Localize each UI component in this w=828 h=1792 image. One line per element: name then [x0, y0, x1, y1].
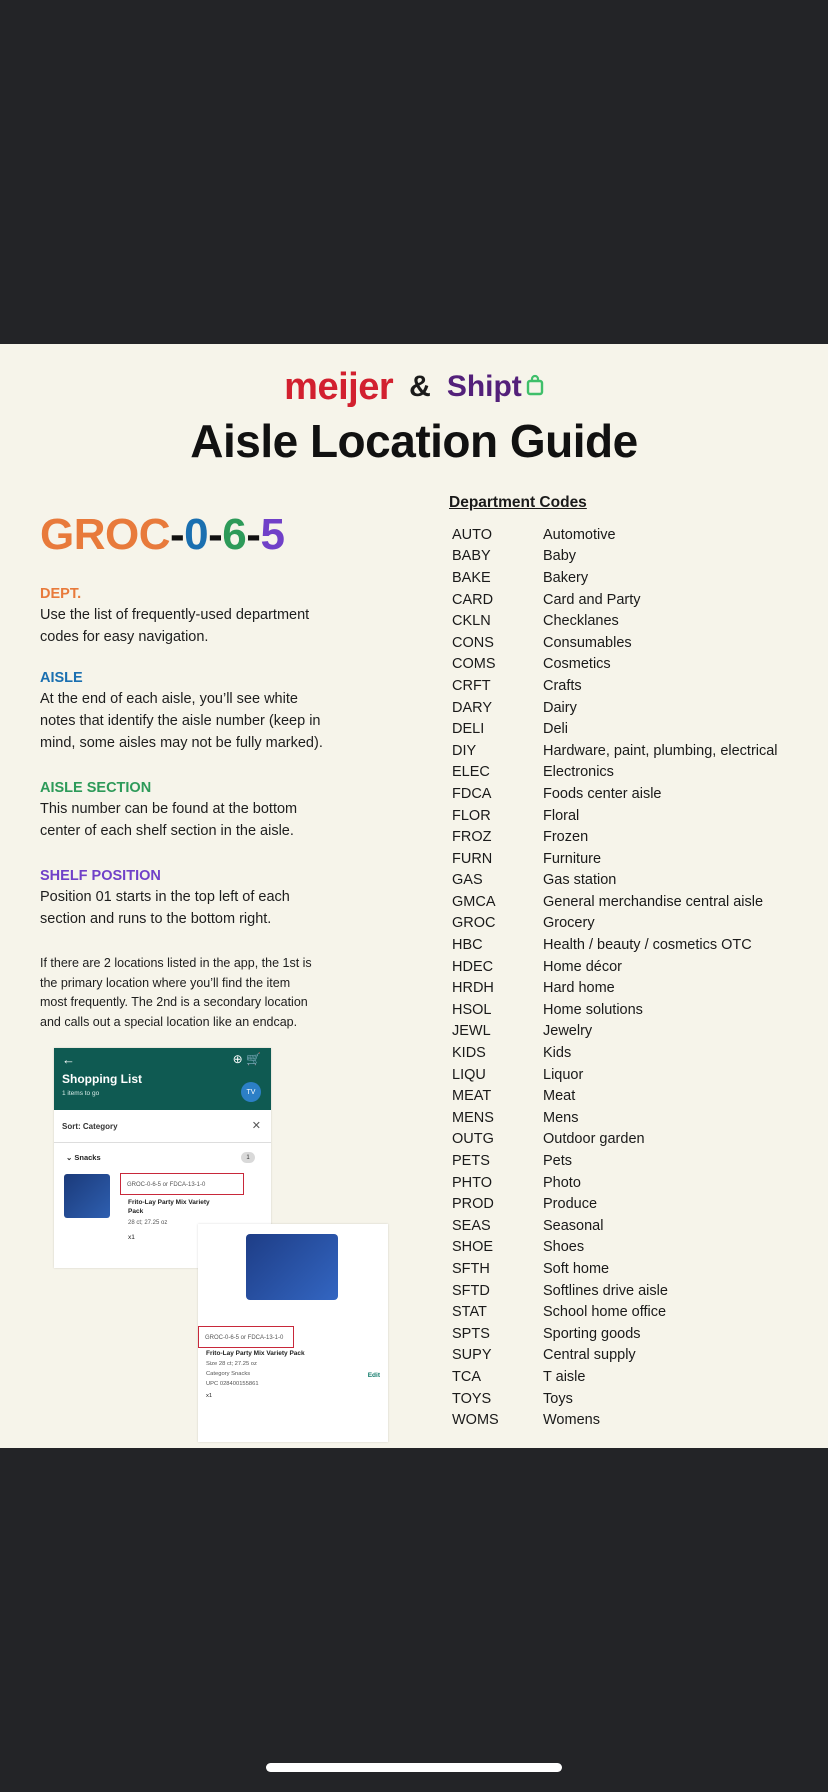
shopping-list-header [54, 1048, 271, 1110]
department-code: ELEC [452, 764, 490, 781]
code-shelf: 5 [260, 510, 285, 559]
product-name-line: Pack [128, 1208, 144, 1215]
department-name: Frozen [543, 829, 589, 846]
product-detail-screenshot [198, 1224, 388, 1442]
code-separator: - [170, 510, 185, 559]
home-indicator[interactable] [266, 1763, 562, 1772]
department-code: SUPY [452, 1347, 492, 1364]
product-image [246, 1234, 338, 1300]
back-arrow-icon: ← [62, 1052, 75, 1067]
page-title: Aisle Location Guide [190, 415, 638, 467]
detail-qty: x1 [206, 1393, 213, 1399]
department-name: Jewelry [543, 1023, 593, 1040]
shelf-position-description-line: Position 01 starts in the top left of each [40, 889, 290, 905]
aisle-section-description-line: center of each shelf section in the aisle. [40, 823, 294, 839]
department-row [452, 718, 822, 740]
department-code: TCA [452, 1368, 481, 1385]
department-name: Shoes [543, 1239, 585, 1256]
category-label: Snacks [74, 1153, 101, 1162]
department-code: PROD [452, 1196, 494, 1213]
sort-label: Sort: Category [62, 1122, 118, 1131]
department-row [452, 934, 822, 956]
department-name: Health / beauty / cosmetics OTC [543, 937, 752, 954]
note-line: If there are 2 locations listed in the app, the 1st is [40, 956, 312, 970]
logo-row [0, 362, 828, 412]
note-line: most frequently. The 2nd is a secondary location [40, 995, 308, 1009]
department-row [452, 632, 822, 654]
department-row [452, 1345, 822, 1367]
department-row [452, 999, 822, 1021]
department-name: Furniture [543, 850, 602, 867]
department-name: Home solutions [543, 1001, 643, 1018]
dept-heading: DEPT. [40, 586, 82, 602]
department-code: COMS [452, 656, 496, 673]
department-row [452, 697, 822, 719]
detail-size: Size 28 ct; 27.25 oz [206, 1361, 257, 1367]
shelf-position-heading: SHELF POSITION [40, 868, 161, 884]
department-code: SFTD [452, 1282, 490, 1299]
code-aisle: 0 [184, 510, 209, 559]
aisle-description [40, 688, 360, 754]
department-row [452, 610, 822, 632]
department-code: GROC [452, 915, 496, 932]
product-size: 28 ct; 27.25 oz [128, 1220, 168, 1226]
department-name: Photo [543, 1174, 581, 1191]
department-row [452, 1409, 822, 1431]
department-row [452, 1129, 822, 1151]
department-code: DARY [452, 699, 493, 716]
department-name: Bakery [543, 569, 589, 586]
department-name: Outdoor garden [543, 1131, 645, 1148]
department-row [452, 1042, 822, 1064]
department-code: FROZ [452, 829, 492, 846]
department-name: Gas station [543, 872, 617, 889]
department-row [452, 654, 822, 676]
department-code: GMCA [452, 893, 496, 910]
department-name: Meat [543, 1088, 576, 1105]
department-name: T aisle [543, 1368, 586, 1385]
department-code: MEAT [452, 1088, 492, 1105]
department-row [452, 848, 822, 870]
shelf-position-description [40, 886, 360, 930]
department-name: Electronics [543, 764, 614, 781]
department-row [452, 1258, 822, 1280]
department-row [452, 913, 822, 935]
department-row [452, 977, 822, 999]
code-dept: GROC [40, 510, 170, 559]
department-code: DELI [452, 721, 485, 738]
department-name: Kids [543, 1045, 572, 1062]
department-row [452, 1301, 822, 1323]
shipt-logo [447, 370, 544, 404]
meijer-logo: meijer [284, 365, 394, 408]
department-name: School home office [543, 1304, 667, 1321]
department-row [452, 1021, 822, 1043]
detail-category: Category Snacks [206, 1371, 251, 1377]
department-code: FLOR [452, 807, 491, 824]
aisle-guide-flyer [0, 344, 828, 1448]
department-code: CONS [452, 634, 494, 651]
department-code: PHTO [452, 1174, 493, 1191]
department-name: Floral [543, 807, 580, 824]
department-row [452, 1193, 822, 1215]
department-row [452, 740, 822, 762]
detail-location-highlight: GROC-0-6-5 or FDCA-13-1-0 [198, 1326, 294, 1348]
department-row [452, 870, 822, 892]
add-cart-icons: ⊕ 🛒 [232, 1052, 261, 1066]
department-name: Grocery [543, 915, 595, 932]
department-code: HDEC [452, 958, 494, 975]
dept-description [40, 604, 360, 648]
aisle-description-line: At the end of each aisle, you’ll see white [40, 691, 298, 707]
aisle-section-description [40, 798, 360, 842]
department-row [452, 1280, 822, 1302]
product-name-line: Frito-Lay Party Mix Variety [128, 1199, 210, 1206]
note-line: and calls out a special location like an endcap. [40, 1014, 298, 1029]
product-qty: x1 [128, 1234, 135, 1241]
code-separator: - [246, 510, 261, 559]
aisle-section-heading: AISLE SECTION [40, 780, 152, 796]
department-code: BABY [452, 548, 491, 565]
department-name: Baby [543, 548, 577, 565]
department-name: Mens [543, 1109, 579, 1126]
department-code: SHOE [452, 1239, 494, 1256]
avatar: TV [241, 1082, 261, 1102]
department-codes-heading: Department Codes [449, 494, 587, 511]
department-row [452, 1366, 822, 1388]
department-name: Deli [543, 721, 568, 738]
department-code: FURN [452, 850, 493, 867]
department-row [452, 1150, 822, 1172]
department-row [452, 1323, 822, 1345]
department-name: Dairy [543, 699, 577, 716]
department-name: Hard home [543, 980, 615, 997]
collapse-icon: ✕ [251, 1120, 261, 1132]
code-section: 6 [222, 510, 247, 559]
department-row [452, 1107, 822, 1129]
department-row [452, 891, 822, 913]
department-row [452, 524, 822, 546]
detail-upc: UPC 028400155861 [206, 1381, 259, 1387]
department-code: OUTG [452, 1131, 494, 1148]
department-row [452, 805, 822, 827]
detail-product-name: Frito-Lay Party Mix Variety Pack [206, 1350, 305, 1357]
department-row [452, 1172, 822, 1194]
department-name: Womens [543, 1412, 600, 1429]
department-code: HRDH [452, 980, 494, 997]
department-row [452, 956, 822, 978]
department-codes-list [452, 524, 822, 1431]
department-code: LIQU [452, 1066, 486, 1083]
department-name: Liquor [543, 1066, 584, 1083]
department-code: SEAS [452, 1217, 491, 1234]
department-name: Home décor [543, 958, 622, 975]
department-name: Toys [543, 1390, 573, 1407]
department-code: GAS [452, 872, 483, 889]
department-code: HSOL [452, 1001, 492, 1018]
dept-description-line: codes for easy navigation. [40, 629, 209, 645]
department-name: Card and Party [543, 591, 641, 608]
aisle-section-description-line: This number can be found at the bottom [40, 801, 298, 817]
department-name: Consumables [543, 634, 632, 651]
aisle-heading: AISLE [40, 670, 83, 686]
shipt-logo-text: Shipt [446, 370, 522, 403]
department-code: AUTO [452, 526, 493, 543]
department-row [452, 1085, 822, 1107]
department-code: CKLN [452, 613, 491, 630]
shelf-position-description-line: section and runs to the bottom right. [40, 911, 272, 927]
department-code: PETS [452, 1153, 490, 1170]
department-name: Checklanes [543, 613, 619, 630]
department-code: DIY [452, 742, 477, 759]
department-name: Cosmetics [543, 656, 611, 673]
department-row [452, 826, 822, 848]
department-code: KIDS [452, 1045, 486, 1062]
department-name: General merchandise central aisle [543, 893, 764, 910]
category-count-badge: 1 [241, 1152, 255, 1163]
department-name: Seasonal [543, 1217, 604, 1234]
aisle-description-line: notes that identify the aisle number (keep in [40, 713, 321, 729]
department-code: MENS [452, 1109, 494, 1126]
department-code: SPTS [452, 1325, 490, 1342]
department-name: Hardware, paint, plumbing, electrical [543, 742, 778, 759]
department-row [452, 783, 822, 805]
department-code: HBC [452, 937, 483, 954]
product-thumbnail [64, 1174, 110, 1218]
department-code: TOYS [452, 1390, 492, 1407]
department-code: SFTH [452, 1260, 490, 1277]
department-row [452, 1237, 822, 1259]
aisle-description-line: mind, some aisles may not be fully marked). [40, 735, 323, 751]
department-name: Produce [543, 1196, 598, 1213]
product-name [128, 1198, 223, 1216]
department-row [452, 546, 822, 568]
department-name: Automotive [543, 526, 616, 543]
department-code: CARD [452, 591, 494, 608]
department-code: JEWL [452, 1023, 491, 1040]
department-row [452, 675, 822, 697]
ampersand: & [409, 370, 431, 403]
department-name: Crafts [543, 677, 582, 694]
items-to-go: 1 items to go [62, 1090, 100, 1097]
department-row [452, 762, 822, 784]
department-row [452, 1215, 822, 1237]
dept-description-line: Use the list of frequently-used department [40, 607, 310, 623]
divider [54, 1142, 271, 1143]
department-row [452, 1064, 822, 1086]
department-name: Central supply [543, 1347, 636, 1364]
department-code: FDCA [452, 785, 492, 802]
category-snacks: ⌄ Snacks [66, 1153, 101, 1162]
location-code-example [40, 510, 284, 560]
department-row [452, 1388, 822, 1410]
code-separator: - [208, 510, 223, 559]
department-name: Soft home [543, 1260, 610, 1277]
department-name: Foods center aisle [543, 785, 662, 802]
department-row [452, 567, 822, 589]
department-name: Sporting goods [543, 1325, 641, 1342]
department-row [452, 589, 822, 611]
department-code: CRFT [452, 677, 491, 694]
two-locations-note [40, 954, 360, 1032]
note-line: the primary location where you’ll find the item [40, 975, 291, 990]
department-code: BAKE [452, 569, 491, 586]
department-code: WOMS [452, 1412, 499, 1429]
department-name: Pets [543, 1153, 573, 1170]
edit-link: Edit [367, 1372, 380, 1379]
department-name: Softlines drive aisle [543, 1282, 668, 1299]
shopping-bag-icon [526, 370, 544, 404]
shopping-list-title: Shopping List [62, 1072, 142, 1086]
item-location-highlight: GROC-0-6-5 or FDCA-13-1-0 [120, 1173, 244, 1195]
department-code: STAT [452, 1304, 487, 1321]
